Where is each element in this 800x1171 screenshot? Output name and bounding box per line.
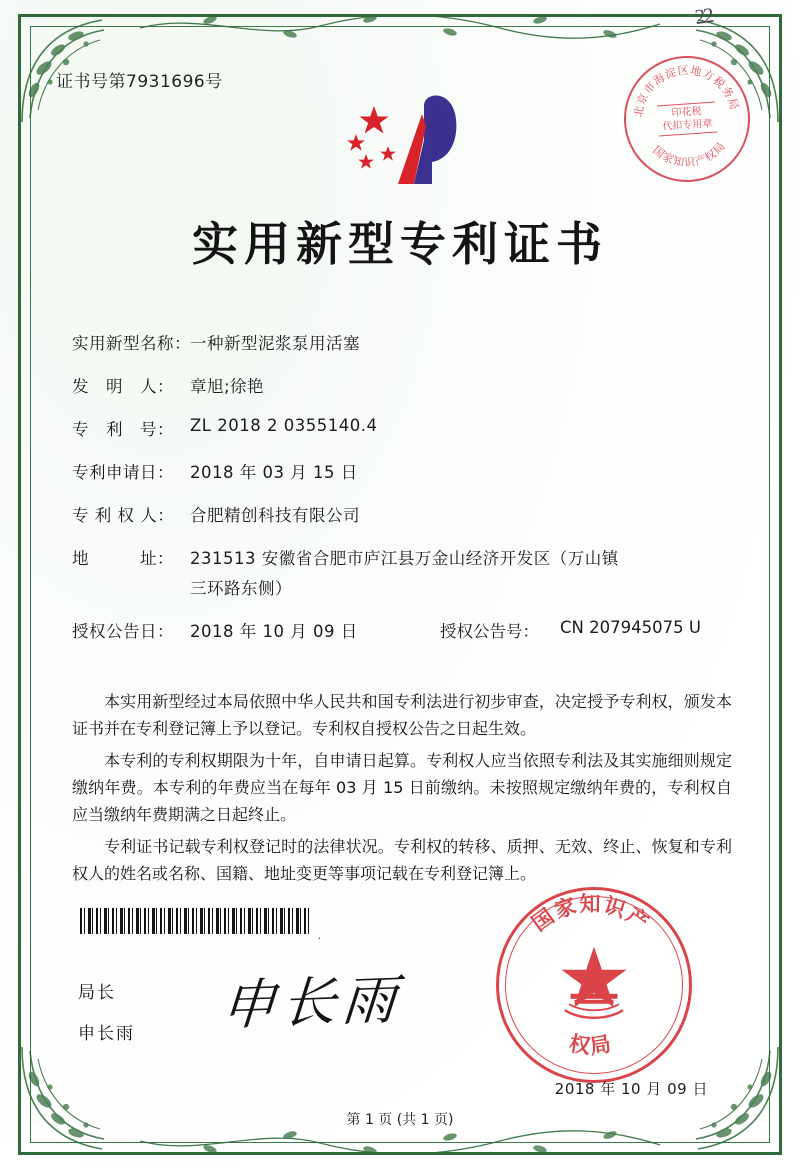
national-emblem-icon (551, 940, 637, 1026)
body-text (72, 688, 732, 892)
handwritten-signature: 申长雨 (219, 969, 405, 1037)
field-label: 专 利 权 人： (72, 506, 175, 525)
svg-text:权局: 权局 (567, 1031, 615, 1059)
signature-block (78, 978, 135, 1060)
field-label-announcement-number: 授权公告号： (440, 622, 539, 641)
field-row-utility-model-name (72, 330, 732, 354)
svg-text:国家知识产权局: 国家知识产权局 (650, 139, 729, 170)
field-row-grant-announcement (72, 618, 732, 642)
field-value-announcement-number: CN 207945075 U (560, 618, 701, 637)
bottom-vine-ornament-icon (140, 1127, 660, 1161)
field-value: 一种新型泥浆泵用活塞 (190, 334, 360, 353)
svg-text:北京市海淀区地方税务局: 北京市海淀区地方税务局 (631, 63, 742, 119)
field-row-application-date (72, 459, 732, 483)
field-label: 地 址： (72, 549, 174, 568)
field-row-patentee (72, 502, 732, 526)
paragraph-3: 专利证书记载专利权登记时的法律状况。专利权的转移、质押、无效、终止、恢复和专利权人的姓名或名称、国籍、地址变更等事项记载在专利登记簿上。 (72, 837, 732, 883)
field-label: 专利申请日： (72, 463, 174, 482)
certificate-number: 证书号第7931696号 (56, 72, 223, 92)
paragraph-1: 本实用新型经过本局依照中华人民共和国专利法进行初步审查，决定授予专利权，颁发本证书并在专利登记簿上予以登记。专利权自授权公告之日起生效。 (72, 692, 732, 738)
barcode-marker: . (318, 928, 321, 942)
handwritten-page-mark: 22 (693, 2, 714, 30)
field-list (72, 330, 732, 661)
field-value: 2018 年 03 月 15 日 (190, 463, 358, 482)
field-row-inventor (72, 373, 732, 397)
seal-date: 2018 年 10 月 09 日 (554, 1080, 708, 1098)
signature-role-label: 局长 (78, 983, 116, 1003)
field-value-address (190, 545, 732, 599)
field-value-grant-date: 2018 年 10 月 09 日 (190, 622, 358, 641)
field-label: 专 利 号： (72, 420, 174, 439)
tax-stamp-center-text: 印花税 代扣专用章 (662, 105, 713, 133)
field-value: 章旭;徐艳 (190, 377, 265, 396)
field-row-patent-number (72, 416, 732, 440)
field-label-grant-date: 授权公告日： (72, 622, 174, 641)
address-line-1: 231513 安徽省合肥市庐江县万金山经济开发区（万山镇 (190, 549, 619, 568)
cnipa-logo-icon (336, 88, 476, 193)
paragraph-2: 本专利的专利权期限为十年，自申请日起算。专利权人应当依照专利法及其实施细则规定缴纳年费。本专利的年费应当在每年 03 月 15 日前缴纳。未按照规定缴纳年费的，专利权自应当缴纳年费期满之日起终止。 (72, 751, 732, 824)
field-value: 合肥精创科技有限公司 (190, 506, 360, 525)
field-value: ZL 2018 2 0355140.4 (190, 416, 378, 435)
field-row-address (72, 545, 732, 599)
barcode (80, 908, 312, 934)
address-line-2: 三环路东侧） (190, 579, 292, 598)
official-seal (496, 887, 692, 1083)
page-footer: 第 1 页 (共 1 页) (346, 1112, 454, 1128)
signature-name-label: 申长雨 (78, 1024, 135, 1044)
field-label: 发 明 人： (72, 377, 174, 396)
tax-stamp-seal (620, 52, 754, 186)
svg-text:国家知识产: 国家知识产 (527, 892, 655, 936)
top-vine-ornament-icon (140, 8, 660, 42)
page-title: 实用新型专利证书 (192, 217, 608, 271)
field-label: 实用新型名称： (72, 334, 191, 353)
